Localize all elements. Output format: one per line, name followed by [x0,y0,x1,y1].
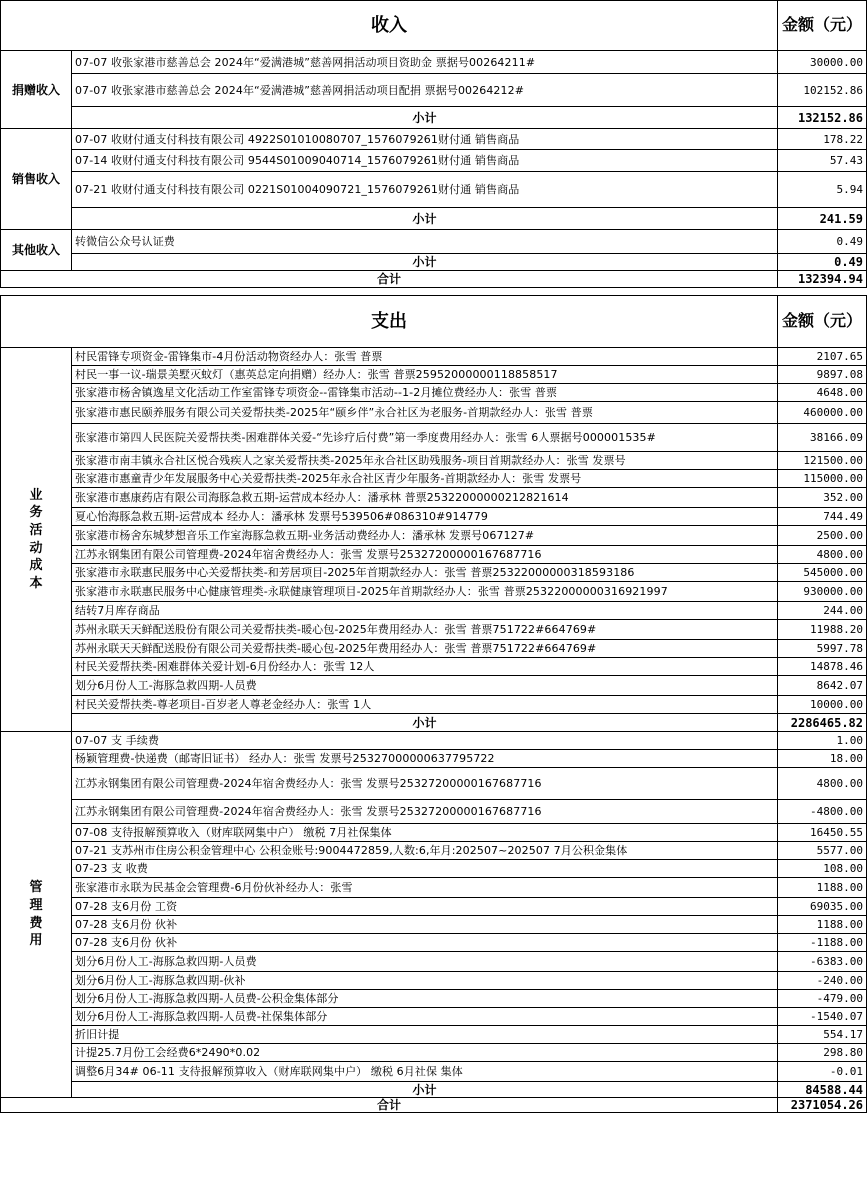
table-row [1,582,867,602]
table-row-desc: 张家港市南丰镇永合社区悦合残疾人之家关爱帮扶类-2025年永合社区助残服务-项目首期款经办人：张雪 发票号 [72,452,778,470]
table-row [1,402,867,424]
subtotal-amount: 84588.44 [778,1082,867,1098]
table-row [1,1044,867,1062]
table-row-desc: 张家港市永联惠民服务中心健康管理类-永联健康管理项目-2025年首期款经办人：张雪 普票25322000000316921997 [72,582,778,602]
table-row [1,952,867,972]
table-row [1,488,867,508]
table-row-desc: 07-21 支苏州市住房公积金管理中心 公积金账号:9004472859,人数:6,年月:202507~202507 7月公积金集体 [72,842,778,860]
table-row-amount: 244.00 [778,602,867,620]
subtotal-amount: 2286465.82 [778,714,867,732]
income-total-label: 合计 [1,271,778,288]
table-row [1,546,867,564]
subtotal-amount: 132152.86 [778,107,867,129]
table-row-amount: 11988.20 [778,620,867,640]
table-row [1,1008,867,1026]
table-row-desc: 张家港市杨舍东城梦想音乐工作室海豚急救五期-业务活动费经办人：潘承林 发票号067127# [72,526,778,546]
table-row-amount: 0.49 [778,230,867,254]
table-row [1,384,867,402]
table-row-desc: 村民雷锋专项资金-雷锋集市-4月份活动物资经办人：张雪 普票 [72,348,778,366]
table-row [1,348,867,366]
income-total-amount: 132394.94 [778,271,867,288]
table-row-desc: 张家港市惠童青少年发展服务中心关爱帮扶类-2025年永合社区青少年服务-首期款经办人：张雪 发票号 [72,470,778,488]
table-row-desc: 张家港市惠康药店有限公司海豚急救五期-运营成本经办人：潘承林 普票25322000000212821614 [72,488,778,508]
table-row [1,750,867,768]
subtotal-label: 小计 [72,107,778,129]
subtotal-label: 小计 [72,1082,778,1098]
table-row-amount: 16450.55 [778,824,867,842]
table-row-desc: 村民关爱帮扶类-困难群体关爱计划-6月份经办人：张雪 12人 [72,658,778,676]
table-row [1,508,867,526]
table-row-amount: 1188.00 [778,916,867,934]
table-row-desc: 07-28 支6月份 伙补 [72,916,778,934]
table-row-desc: 结转7月库存商品 [72,602,778,620]
table-row-amount: 108.00 [778,860,867,878]
business-category-label: 业务活动成本 [29,487,43,591]
business-category [1,348,72,732]
table-row-amount: -0.01 [778,1062,867,1082]
table-row [1,842,867,860]
table-row-desc: 07-21 收财付通支付科技有限公司 0221S01004090721_1576079261财付通 销售商品 [72,172,778,208]
management-category [1,732,72,1098]
table-row [1,658,867,676]
sales-category: 销售收入 [1,129,72,230]
table-row-amount: 30000.00 [778,51,867,74]
table-row-amount: 9897.08 [778,366,867,384]
table-row-amount: 2500.00 [778,526,867,546]
table-row-amount: 5997.78 [778,640,867,658]
other-category: 其他收入 [1,230,72,271]
table-row-desc: 折旧计提 [72,1026,778,1044]
table-row-desc: 苏州永联天天鲜配送股份有限公司关爱帮扶类-暖心包-2025年费用经办人：张雪 普票751722#664769# [72,620,778,640]
table-row [1,972,867,990]
table-row [1,898,867,916]
table-row-amount: -240.00 [778,972,867,990]
table-row-amount: 115000.00 [778,470,867,488]
table-row-amount: 298.80 [778,1044,867,1062]
table-row-amount: 178.22 [778,129,867,150]
business-section [1,348,867,732]
table-row-desc: 村民关爱帮扶类-尊老项目-百岁老人尊老金经办人：张雪 1人 [72,696,778,714]
income-table [0,0,867,288]
table-row-desc: 江苏永钢集团有限公司管理费-2024年宿舍费经办人：张雪 发票号25327200000167687716 [72,546,778,564]
table-row-amount: 8642.07 [778,676,867,696]
table-row-amount: -4800.00 [778,800,867,824]
table-row-desc: 划分6月份人工-海豚急救四期-人员费-公积金集体部分 [72,990,778,1008]
table-row [1,824,867,842]
table-row-amount: -1540.07 [778,1008,867,1026]
table-row-desc: 张家港市永联惠民服务中心关爱帮扶类-和芳居项目-2025年首期款经办人：张雪 普票25322000000318593186 [72,564,778,582]
table-row-amount: 18.00 [778,750,867,768]
subtotal-amount: 241.59 [778,208,867,230]
table-row [1,564,867,582]
management-category-label: 管理费用 [29,880,43,949]
table-row [1,860,867,878]
table-row-amount: 2107.65 [778,348,867,366]
table-row-desc: 07-07 支 手续费 [72,732,778,750]
table-row-desc: 计提25.7月份工会经费6*2490*0.02 [72,1044,778,1062]
table-row [1,916,867,934]
table-row-desc: 张家港市惠民颐养服务有限公司关爱帮扶类-2025年“颐乡伴”永合社区为老服务-首期款经办人：张雪 普票 [72,402,778,424]
subtotal-amount: 0.49 [778,254,867,271]
table-row-desc: 张家港市永联为民基金会管理费-6月份伙补经办人：张雪 [72,878,778,898]
table-row [1,878,867,898]
table-row [1,470,867,488]
table-row [1,768,867,800]
table-row-desc: 划分6月份人工-海豚急救四期-人员费-社保集体部分 [72,1008,778,1026]
table-row-desc: 村民一事一议-瑞景美墅灭蚊灯（惠英总定向捐赠）经办人：张雪 普票25952000000118858517 [72,366,778,384]
management-section [1,732,867,1098]
table-row-amount: 4648.00 [778,384,867,402]
table-row [1,696,867,714]
table-row-amount: 4800.00 [778,546,867,564]
table-row-amount: 5577.00 [778,842,867,860]
expense-amount-header: 金额（元） [778,296,867,348]
table-row [1,934,867,952]
table-row-desc: 调整6月34# 06-11 支待报解预算收入（财库联网集中户） 缴税 6月社保 集体 [72,1062,778,1082]
table-row-desc: 夏心怡海豚急救五期-运营成本 经办人：潘承林 发票号539506#086310#914779 [72,508,778,526]
table-row [1,800,867,824]
table-row-amount: 460000.00 [778,402,867,424]
table-row-desc: 07-23 支 收费 [72,860,778,878]
table-row-amount: 102152.86 [778,74,867,107]
table-row-amount: 554.17 [778,1026,867,1044]
income-amount-header: 金额（元） [778,1,867,51]
table-row-desc: 划分6月份人工-海豚急救四期-人员费 [72,952,778,972]
income-header: 收入 [1,1,778,51]
table-row-desc: 张家港市第四人民医院关爱帮扶类-困难群体关爱-“先诊疗后付费”第一季度费用经办人：张雪 6人票据号000001535# [72,424,778,452]
table-row-amount: 57.43 [778,150,867,172]
table-row-desc: 划分6月份人工-海豚急救四期-人员费 [72,676,778,696]
subtotal-label: 小计 [72,254,778,271]
table-row [1,640,867,658]
table-row-amount: 352.00 [778,488,867,508]
table-row-desc: 07-28 支6月份 伙补 [72,934,778,952]
table-row-desc: 张家港市杨舍镇逸星文化活动工作室雷锋专项资金--雷锋集市活动--1-2月摊位费经办人：张雪 普票 [72,384,778,402]
table-row [1,732,867,750]
table-row-desc: 转微信公众号认证费 [72,230,778,254]
table-row-amount: 10000.00 [778,696,867,714]
table-row-desc: 江苏永钢集团有限公司管理费-2024年宿舍费经办人：张雪 发票号25327200000167687716 [72,768,778,800]
table-row-desc: 江苏永钢集团有限公司管理费-2024年宿舍费经办人：张雪 发票号25327200000167687716 [72,800,778,824]
table-row [1,1026,867,1044]
table-row [1,602,867,620]
table-row-amount: -479.00 [778,990,867,1008]
table-row-amount: 69035.00 [778,898,867,916]
table-row-desc: 杨颖管理费-快递费（邮寄旧证书） 经办人：张雪 发票号25327000000637795722 [72,750,778,768]
expense-header: 支出 [1,296,778,348]
table-row-amount: -1188.00 [778,934,867,952]
table-row [1,1062,867,1082]
table-row-desc: 07-14 收财付通支付科技有限公司 9544S01009040714_1576079261财付通 销售商品 [72,150,778,172]
table-row-amount: 744.49 [778,508,867,526]
table-row [1,620,867,640]
table-row [1,366,867,384]
expense-total-label: 合计 [1,1098,778,1113]
table-row-desc: 07-07 收张家港市慈善总会 2024年“爱满港城”慈善网捐活动项目资助金 票据号00264211# [72,51,778,74]
table-row-amount: 5.94 [778,172,867,208]
table-row-desc: 07-07 收财付通支付科技有限公司 4922S01010080707_1576079261财付通 销售商品 [72,129,778,150]
table-row-desc: 07-08 支待报解预算收入（财库联网集中户） 缴税 7月社保集体 [72,824,778,842]
table-row-amount: -6383.00 [778,952,867,972]
table-row [1,424,867,452]
table-row [1,452,867,470]
subtotal-label: 小计 [72,208,778,230]
expense-total-amount: 2371054.26 [778,1098,867,1113]
table-row [1,526,867,546]
subtotal-label: 小计 [72,714,778,732]
table-row-amount: 38166.09 [778,424,867,452]
table-row [1,676,867,696]
table-row-desc: 划分6月份人工-海豚急救四期-伙补 [72,972,778,990]
table-row-amount: 545000.00 [778,564,867,582]
expense-table [0,295,867,1113]
table-row [1,990,867,1008]
table-row-amount: 14878.46 [778,658,867,676]
table-row-desc: 07-28 支6月份 工资 [72,898,778,916]
table-row-amount: 1188.00 [778,878,867,898]
table-row-desc: 07-07 收张家港市慈善总会 2024年“爱满港城”慈善网捐活动项目配捐 票据号00264212# [72,74,778,107]
table-row-amount: 121500.00 [778,452,867,470]
table-row-amount: 1.00 [778,732,867,750]
table-row-amount: 4800.00 [778,768,867,800]
table-row-amount: 930000.00 [778,582,867,602]
donation-category: 捐赠收入 [1,51,72,129]
table-row-desc: 苏州永联天天鲜配送股份有限公司关爱帮扶类-暖心包-2025年费用经办人：张雪 普票751722#664769# [72,640,778,658]
